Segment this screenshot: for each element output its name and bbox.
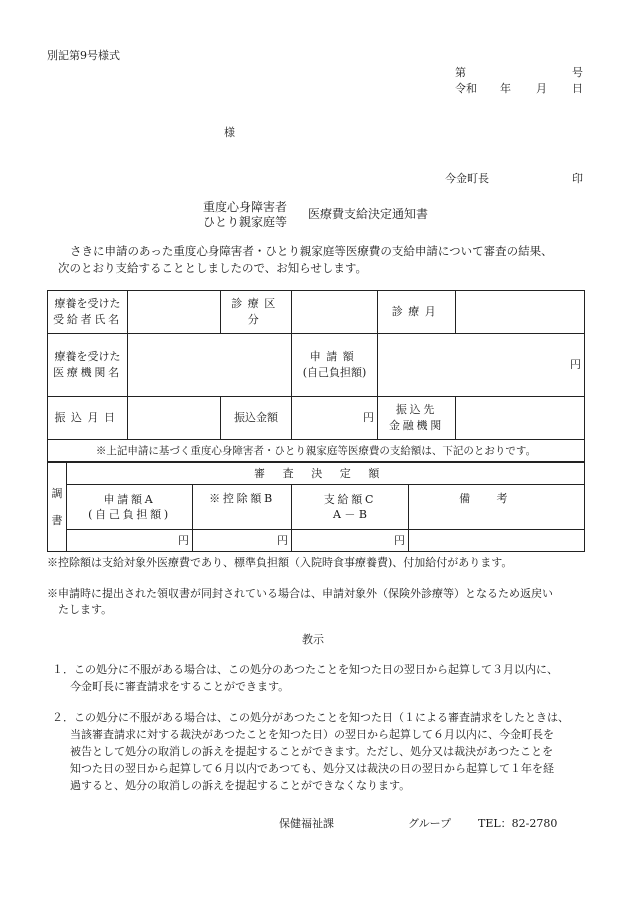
patient-name-label: 療養を受けた 受給者氏名 [48, 291, 128, 334]
addressee-sama: 様 [224, 126, 235, 139]
footer-tel: TEL：82-2780 [478, 817, 558, 830]
yen-unit: 円 [363, 411, 374, 424]
intro-line2: 次のとおり支給することとしましたので、お知らせします。 [58, 261, 368, 275]
transfer-date-label: 振込月日 [48, 397, 128, 440]
instruction-item1-line2: 今金町長に審査請求をすることができます。 [70, 680, 290, 693]
footer-dept: 保健福祉課 [279, 817, 334, 830]
category-field[interactable] [292, 291, 378, 334]
title-line1: 重度心身障害者 [203, 200, 288, 214]
seal-mark: 印 [572, 172, 583, 185]
sender: 今金町長 [445, 172, 489, 185]
date-era: 令和 [455, 82, 477, 95]
date-month: 月 [536, 82, 547, 95]
yen-unit: 円 [178, 534, 189, 547]
instruction-item2-line1: ２．この処分に不服がある場合は、この処分があつたことを知つた日（１による審査請求をしたときは、 [52, 711, 569, 724]
note-receipt-line2: たします。 [58, 603, 113, 616]
yen-unit: 円 [394, 534, 405, 547]
intro-line1: さきに申請のあった重度心身障害者・ひとり親家庭等医療費の支給申請について審査の結果、 [70, 244, 553, 258]
destination-field[interactable] [456, 397, 585, 440]
review-remarks-label: 備考 [409, 485, 585, 530]
review-paid-value[interactable] [292, 530, 409, 552]
review-claim-label: 申請額A (自己負担額) [67, 485, 193, 530]
review-deduct-label: ※控除額B [193, 485, 292, 530]
transfer-amount-field[interactable] [292, 397, 378, 440]
yen-unit: 円 [570, 358, 581, 371]
instruction-heading: 教示 [302, 633, 324, 646]
application-table [47, 290, 585, 462]
review-table [47, 462, 585, 552]
month-label: 診療月 [378, 291, 456, 334]
title-main: 医療費支給決定通知書 [308, 207, 429, 221]
number-go: 号 [572, 66, 583, 79]
institution-label: 療養を受けた 医療機関名 [48, 334, 128, 397]
category-label: 診療区分 [221, 291, 292, 334]
date-year: 年 [500, 82, 511, 95]
review-remarks-value[interactable] [409, 530, 585, 552]
claim-field[interactable] [378, 334, 585, 397]
note-deduction: ※控除額は支給対象外医療費であり、標準負担額（入院時食事療養費)、付加給付があります。 [47, 556, 513, 569]
review-deduct-value[interactable] [193, 530, 292, 552]
transfer-amount-label: 振込金額 [221, 397, 292, 440]
instruction-item2-line2: 当該審査請求に対する裁決があつたことを知つた日）の翌日から起算して６月以内に、今金町長を [70, 728, 554, 741]
form-label: 別記第9号様式 [47, 49, 120, 62]
instruction-item1-line1: １．この処分に不服がある場合は、この処分のあつたことを知つた日の翌日から起算して３月以内に、 [52, 663, 558, 676]
instruction-item2-line5: 過すると、処分の取消しの訴えを提起することができなくなります。 [70, 779, 411, 792]
claim-label: 申請額 (自己負担額) [292, 334, 378, 397]
review-side-label: 調 書 [48, 463, 67, 552]
transfer-date-field[interactable] [128, 397, 221, 440]
footer-group: グループ [408, 817, 452, 830]
note-receipt-line1: ※申請時に提出された領収書が同封されている場合は、申請対象外（保険外診療等）となるため返戻い [47, 587, 553, 600]
review-header: 審査決定額 [67, 463, 585, 485]
review-claim-value[interactable] [67, 530, 193, 552]
review-paid-label: 支給額C A － B [292, 485, 409, 530]
yen-unit: 円 [277, 534, 288, 547]
instruction-item2-line4: 知つた日の翌日から起算して６月以内であつても、処分又は裁決の日の翌日から起算して１年を経 [70, 762, 554, 775]
patient-name-field[interactable] [128, 291, 221, 334]
number-dai: 第 [455, 66, 466, 79]
month-field[interactable] [456, 291, 585, 334]
date-day: 日 [572, 82, 583, 95]
title-line2: ひとり親家庭等 [203, 215, 288, 229]
destination-label: 振込先 金融機関 [378, 397, 456, 440]
instruction-item2-line3: 被告として処分の取消しの訴えを提起することができます。ただし、処分又は裁決があつたことを [70, 745, 554, 758]
institution-field[interactable] [128, 334, 292, 397]
table-note-row: ※上記申請に基づく重度心身障害者・ひとり親家庭等医療費の支給額は、下記のとおりです。 [48, 440, 585, 462]
